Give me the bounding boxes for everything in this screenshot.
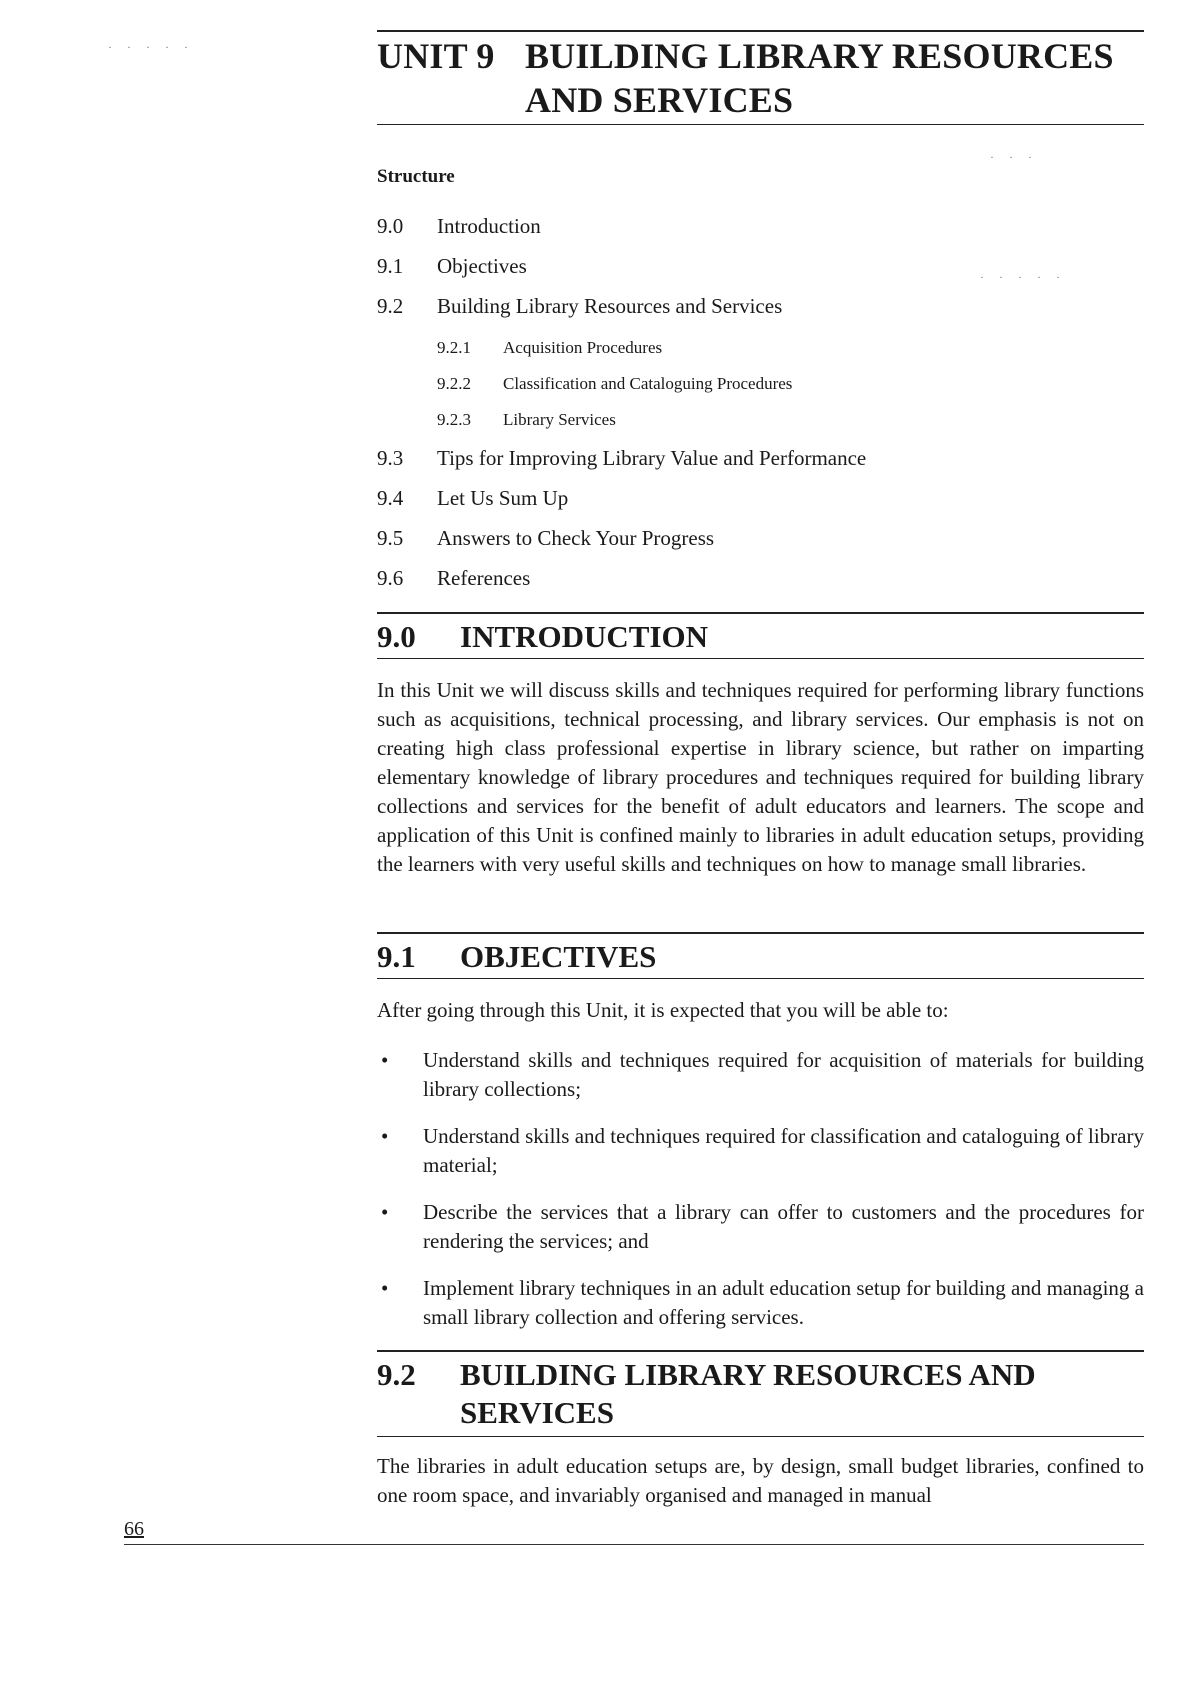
unit-top-rule xyxy=(377,30,1144,32)
toc-item-number: 9.4 xyxy=(377,486,404,510)
toc-subitem-label: Classification and Cataloguing Procedures xyxy=(503,374,793,393)
section-heading-building xyxy=(377,1356,1120,1432)
section-number: 9.0 xyxy=(377,619,416,654)
bullet-icon: • xyxy=(381,1124,389,1148)
objective-text: Understand skills and techniques required for acquisition of materials for building library collections; xyxy=(423,1048,1144,1101)
section-bottom-rule xyxy=(377,978,1144,979)
objectives-intro: After going through this Unit, it is expected that you will be able to: xyxy=(377,998,949,1022)
list-item xyxy=(377,1046,1144,1104)
unit-title-text: BUILDING LIBRARY RESOURCES AND SERVICES xyxy=(525,36,1114,120)
toc-subitem xyxy=(437,374,792,394)
introduction-paragraph: In this Unit we will discuss skills and techniques required for performing library functions such as acquisitions, technical processing, and library services. Our emphasis is not on creating high class professional expertise in library science, but rather on imparting elementary knowledge of library procedures and techniques required for building library collections and services for the benefit of adult educators and learners. The scope and application of this Unit is confined mainly to libraries in adult education setups, providing the learners with very useful skills and techniques on how to manage small libraries. xyxy=(377,678,1144,876)
building-paragraph: The libraries in adult education setups are, by design, small budget libraries, confined to one room space, and invariably organised and managed in manual xyxy=(377,1454,1144,1507)
toc-subitem-number: 9.2.3 xyxy=(437,410,471,429)
toc-subitem xyxy=(437,338,662,358)
toc-item-label: Tips for Improving Library Value and Performance xyxy=(437,446,867,470)
section-top-rule xyxy=(377,1350,1144,1352)
toc-item-number: 9.1 xyxy=(377,254,404,278)
objective-text: Understand skills and techniques required for classification and cataloguing of library material; xyxy=(423,1124,1144,1177)
toc-item-number: 9.3 xyxy=(377,446,404,470)
section-bottom-rule xyxy=(377,1436,1144,1437)
toc-item xyxy=(377,566,530,591)
toc-subitem-label: Library Services xyxy=(503,410,616,429)
bullet-icon: • xyxy=(381,1048,389,1072)
list-item xyxy=(377,1274,1144,1332)
objective-text: Describe the services that a library can offer to customers and the procedures for rendering the services; and xyxy=(423,1200,1144,1253)
toc-item-label: Introduction xyxy=(437,214,541,238)
toc-item-number: 9.0 xyxy=(377,214,404,238)
section-top-rule xyxy=(377,932,1144,934)
unit-title xyxy=(377,34,1145,122)
section-title: BUILDING LIBRARY RESOURCES AND SERVICES xyxy=(460,1357,1036,1430)
scan-speck: · · · · · xyxy=(108,40,194,54)
toc-item xyxy=(377,294,782,319)
structure-heading: Structure xyxy=(377,166,455,187)
toc-item xyxy=(377,526,714,551)
scan-speck: · · · · · xyxy=(980,270,1066,284)
toc-subitem-number: 9.2.2 xyxy=(437,374,471,393)
list-item xyxy=(377,1198,1144,1256)
section-title: INTRODUCTION xyxy=(460,619,709,654)
footer-rule xyxy=(124,1544,1144,1545)
toc-item-label: References xyxy=(437,566,531,590)
objectives-list xyxy=(377,1046,1144,1350)
toc-subitem-label: Acquisition Procedures xyxy=(503,338,663,357)
unit-number: UNIT 9 xyxy=(377,36,495,76)
list-item xyxy=(377,1122,1144,1180)
toc-item xyxy=(377,214,541,239)
toc-item-number: 9.2 xyxy=(377,294,404,318)
toc-item-label: Let Us Sum Up xyxy=(437,486,569,510)
toc-item xyxy=(377,254,527,279)
toc-item xyxy=(377,446,866,471)
page-number: 66 xyxy=(124,1518,144,1540)
toc-subitem xyxy=(437,410,616,430)
scan-speck: · · · xyxy=(990,150,1038,164)
toc-item-label: Answers to Check Your Progress xyxy=(437,526,715,550)
section-number: 9.1 xyxy=(377,939,416,974)
toc-subitem-number: 9.2.1 xyxy=(437,338,471,357)
objective-text: Implement library techniques in an adult education setup for building and managing a small library collection and offering services. xyxy=(423,1276,1144,1329)
toc-item-number: 9.5 xyxy=(377,526,404,550)
toc-item-label: Building Library Resources and Services xyxy=(437,294,783,318)
bullet-icon: • xyxy=(381,1200,389,1224)
unit-bottom-rule xyxy=(377,124,1144,125)
section-top-rule xyxy=(377,612,1144,614)
section-bottom-rule xyxy=(377,658,1144,659)
section-heading-introduction xyxy=(377,618,1120,656)
toc-item-number: 9.6 xyxy=(377,566,404,590)
toc-item xyxy=(377,486,568,511)
section-number: 9.2 xyxy=(377,1357,416,1392)
section-title: OBJECTIVES xyxy=(460,939,657,974)
toc-item-label: Objectives xyxy=(437,254,527,278)
section-heading-objectives xyxy=(377,938,1120,976)
bullet-icon: • xyxy=(381,1276,389,1300)
